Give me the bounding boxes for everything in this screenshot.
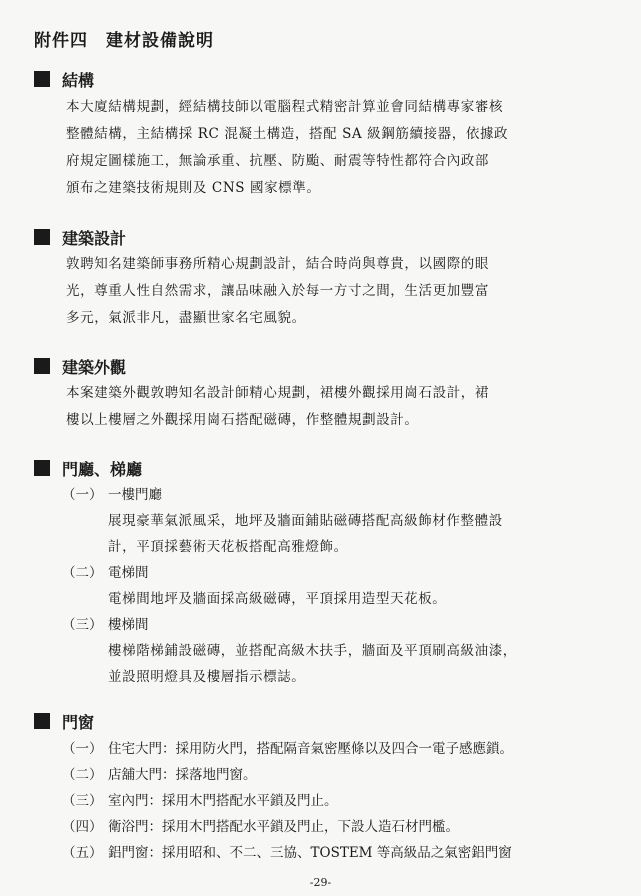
section-paragraph-structure xyxy=(66,94,508,202)
section-heading-doors xyxy=(34,710,94,732)
numbered-item xyxy=(62,612,149,638)
paragraph-line: 本大廈結構規劃，經結構技師以電腦程式精密計算並會同結構專家審核 xyxy=(66,99,504,115)
item-number: （二） xyxy=(62,565,103,581)
page-title: 附件四 建材設備說明 xyxy=(34,31,214,51)
paragraph-line: 頒布之建築技術規則及 CNS 國家標準。 xyxy=(66,180,321,196)
section-paragraph-exterior xyxy=(66,380,489,434)
section-heading-exterior xyxy=(34,355,126,377)
section-heading-label: 門窗 xyxy=(62,712,95,732)
square-bullet-icon xyxy=(34,713,50,729)
section-heading-label: 門廳、梯廳 xyxy=(62,459,143,479)
numbered-item xyxy=(62,560,149,586)
paragraph-line: 整體結構，主結構採 RC 混凝土構造，搭配 SA 級鋼筋續接器，依據政 xyxy=(66,126,509,142)
paragraph-line: 樓梯階梯鋪設磁磚，並搭配高級木扶手，牆面及平頂刷高級油漆， xyxy=(108,643,517,659)
item-text: 室內門：採用木門搭配水平鎖及門止。 xyxy=(108,793,338,809)
page-number: -29- xyxy=(309,876,332,889)
paragraph-line: 計，平頂採藝術天花板搭配高雅燈飾。 xyxy=(108,539,348,555)
paragraph-line: 光，尊重人性自然需求，讓品味融入於每一方寸之間，生活更加豐富 xyxy=(66,283,489,299)
square-bullet-icon xyxy=(34,460,50,476)
item-title: 電梯間 xyxy=(108,565,149,581)
item-number: （一） xyxy=(62,487,103,503)
section-heading-lobby xyxy=(34,457,142,479)
item-number: （三） xyxy=(62,793,103,809)
section-heading-label: 建築外觀 xyxy=(62,357,127,377)
item-title: 一樓門廳 xyxy=(108,487,162,503)
paragraph-line: 展現豪華氣派風采，地坪及牆面鋪貼磁磚搭配高級飾材作整體設 xyxy=(108,513,503,529)
numbered-item xyxy=(62,814,459,840)
numbered-item xyxy=(62,788,338,814)
item-paragraph xyxy=(108,638,517,690)
numbered-item xyxy=(62,736,513,762)
section-heading-structure xyxy=(34,68,94,90)
numbered-item xyxy=(62,840,512,866)
section-heading-label: 建築設計 xyxy=(62,228,127,248)
paragraph-line: 樓以上樓層之外觀採用崗石搭配磁磚，作整體規劃設計。 xyxy=(66,412,419,428)
item-paragraph xyxy=(108,586,446,612)
item-paragraph xyxy=(108,508,503,560)
section-heading-label: 結構 xyxy=(62,70,95,90)
item-text: 衛浴門：採用木門搭配水平鎖及門止，下設人造石材門檻。 xyxy=(108,819,459,835)
item-number: （四） xyxy=(62,819,103,835)
paragraph-line: 並設照明燈具及樓層指示標誌。 xyxy=(108,669,306,685)
paragraph-line: 敦聘知名建築師事務所精心規劃設計，結合時尚與尊貴，以國際的眼 xyxy=(66,256,489,272)
paragraph-line: 電梯間地坪及牆面採高級磁磚，平頂採用造型天花板。 xyxy=(108,591,447,607)
item-title: 樓梯間 xyxy=(108,617,149,633)
item-number: （二） xyxy=(62,767,103,783)
section-heading-design xyxy=(34,226,126,248)
item-number: （五） xyxy=(62,845,103,861)
numbered-item xyxy=(62,762,257,788)
numbered-item xyxy=(62,482,162,508)
item-text: 店舖大門：採落地門窗。 xyxy=(108,767,257,783)
square-bullet-icon xyxy=(34,229,50,245)
square-bullet-icon xyxy=(34,358,50,374)
paragraph-line: 府規定圖樣施工，無論承重、抗壓、防颱、耐震等特性都符合內政部 xyxy=(66,153,489,169)
item-text: 住宅大門：採用防火門，搭配隔音氣密壓條以及四合一電子感應鎖。 xyxy=(108,741,513,757)
item-text: 鋁門窗：採用昭和、不二、三協、TOSTEM 等高級品之氣密鋁門窗 xyxy=(108,845,512,861)
item-number: （一） xyxy=(62,741,103,757)
item-number: （三） xyxy=(62,617,103,633)
paragraph-line: 多元，氣派非凡，盡顯世家名宅風貌。 xyxy=(66,310,306,326)
square-bullet-icon xyxy=(34,71,50,87)
paragraph-line: 本案建築外觀敦聘知名設計師精心規劃，裙樓外觀採用崗石設計，裙 xyxy=(66,385,489,401)
section-paragraph-design xyxy=(66,251,489,332)
